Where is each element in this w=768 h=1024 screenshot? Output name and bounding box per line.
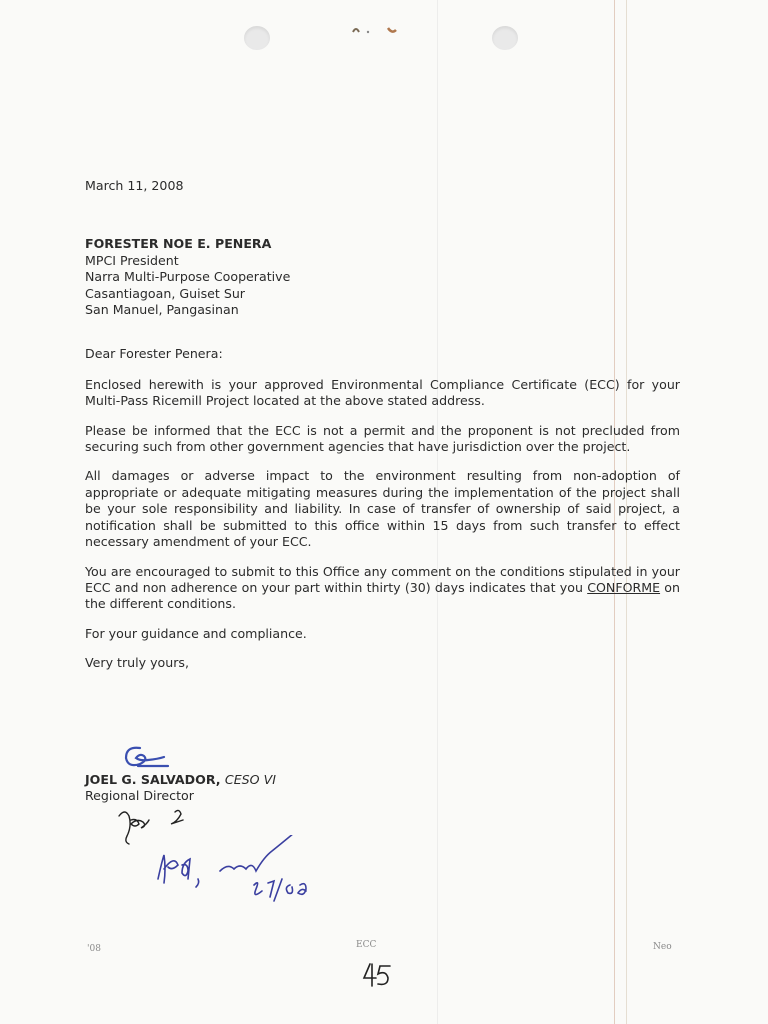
- paragraph-guidance: For your guidance and compliance.: [85, 625, 307, 641]
- footer-doc-type-mark: ECC: [356, 940, 377, 950]
- paragraph-ecc-enclosed: Enclosed herewith is your approved Environmental Compliance Certificate (ECC) for your Multi-Pass Ricemill Project located at the above stated address.: [85, 376, 680, 409]
- ink-smudge: [348, 20, 408, 40]
- handwritten-page-number: [360, 960, 394, 990]
- conforme-term: CONFORME: [587, 579, 661, 595]
- paragraph-conforme: [85, 564, 680, 613]
- signer-suffix: CESO VI: [224, 772, 276, 787]
- footer-right-mark: Neo: [653, 942, 672, 952]
- salutation: Dear Forester Penera:: [85, 346, 223, 362]
- footer-year-mark: '08: [87, 944, 101, 954]
- signer-block: [85, 772, 276, 805]
- signature: [118, 740, 178, 774]
- letter-body: [85, 178, 680, 685]
- addressee-block: [85, 236, 680, 318]
- addressee-line: MPCI President: [85, 252, 179, 268]
- punch-hole: [244, 26, 270, 50]
- paragraph-liability: All damages or adverse impact to the environment resulting from non-adoption of appropriate or adequate mitigating measures during the implementation of the project shall be your sole responsibility and liability. In case of transfer of ownership of said project, a notification shall be submitted to this office within 15 days from such transfer to effect necessary amendment of your ECC.: [85, 468, 680, 550]
- addressee-line: Casantiagoan, Guiset Sur: [85, 285, 245, 301]
- paragraph-not-a-permit: Please be informed that the ECC is not a permit and the proponent is not precluded from securing such from other government agencies that have jurisdiction over the project.: [85, 422, 680, 455]
- signer-title: Regional Director: [85, 788, 194, 804]
- addressee-line: Narra Multi-Purpose Cooperative: [85, 269, 291, 285]
- addressee-name: FORESTER NOE E. PENERA: [85, 236, 272, 252]
- handwritten-received-note: [150, 835, 340, 905]
- signer-name-line: [85, 772, 276, 788]
- addressee-line: San Manuel, Pangasinan: [85, 302, 239, 318]
- closing: Very truly yours,: [85, 655, 189, 671]
- signer-name: JOEL G. SALVADOR,: [85, 772, 225, 787]
- paragraph-text: on the different conditions.: [85, 579, 680, 612]
- paragraph-text: You are encouraged to submit to this Office any comment on the conditions stipulated in your ECC and non adherence on your part within thirty (30) days indicates that you: [85, 563, 680, 595]
- letter-date: March 11, 2008: [85, 178, 184, 193]
- punch-hole: [492, 26, 518, 50]
